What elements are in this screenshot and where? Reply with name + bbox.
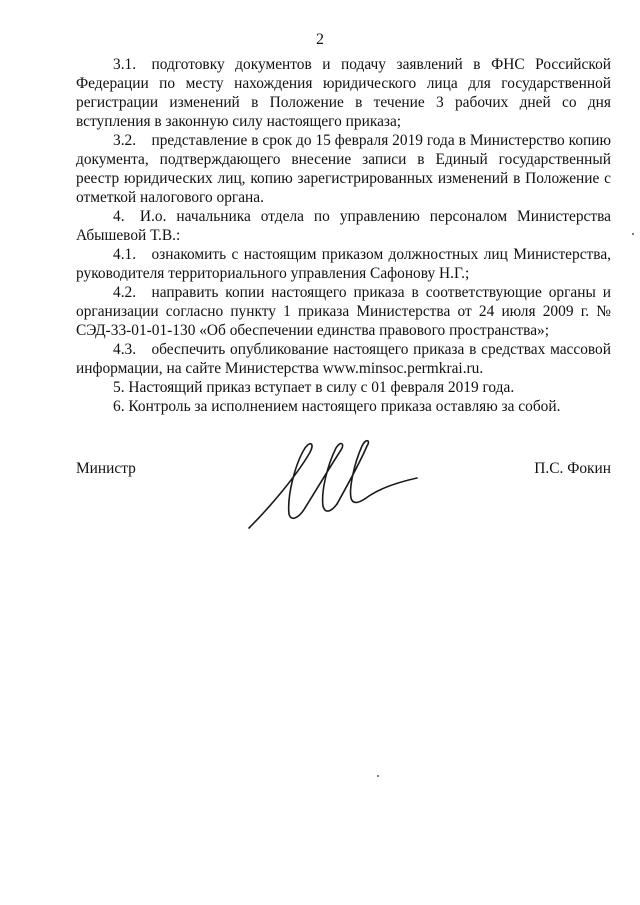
scan-speck — [377, 775, 379, 777]
signatory-title: Министр — [76, 460, 136, 477]
signatory-name: П.С. Фокин — [534, 460, 611, 477]
paragraph-4-3: 4.3. обеспечить опубликование настоящего приказа в средствах массовой информации, на сайте Министерства www.minsoc.permkrai.ru. — [76, 341, 611, 377]
paragraph-5: 5. Настоящий приказ вступает в силу с 01 февраля 2019 года. — [113, 379, 515, 396]
scan-speck — [632, 233, 634, 235]
handwritten-signature — [241, 436, 421, 536]
paragraph-4-1: 4.1. ознакомить с настоящим приказом должностных лиц Министерства, руководителя территориального управления Сафонову Н.Г.; — [76, 246, 611, 282]
paragraph-3-2: 3.2. представление в срок до 15 февраля 2019 года в Министерство копию документа, подтверждающего внесение записи в Единый государственный реестр юридических лиц, копию зарегистрированных изменений в Положение с отметкой налогового органа. — [76, 132, 611, 206]
document-body — [76, 55, 611, 416]
signature-block — [76, 460, 611, 550]
page-number: 2 — [316, 31, 324, 48]
paragraph-4: 4. И.о. начальника отдела по управлению персоналом Министерства Абышевой Т.В.: — [76, 208, 611, 244]
paragraph-6: 6. Контроль за исполнением настоящего приказа оставляю за собой. — [113, 398, 561, 415]
paragraph-3-1: 3.1. подготовку документов и подачу заявлений в ФНС Российской Федерации по месту нахождения юридического лица для государственной регистрации изменений в Положение в течение 3 рабочих дней со дня вступления в законную силу настоящего приказа; — [76, 56, 611, 130]
paragraph-4-2: 4.2. направить копии настоящего приказа в соответствующие органы и организации согласно пункту 1 приказа Министерства от 24 июля 2009 г. № СЭД-33-01-01-130 «Об обеспечении единства правового пространства»; — [76, 284, 611, 339]
